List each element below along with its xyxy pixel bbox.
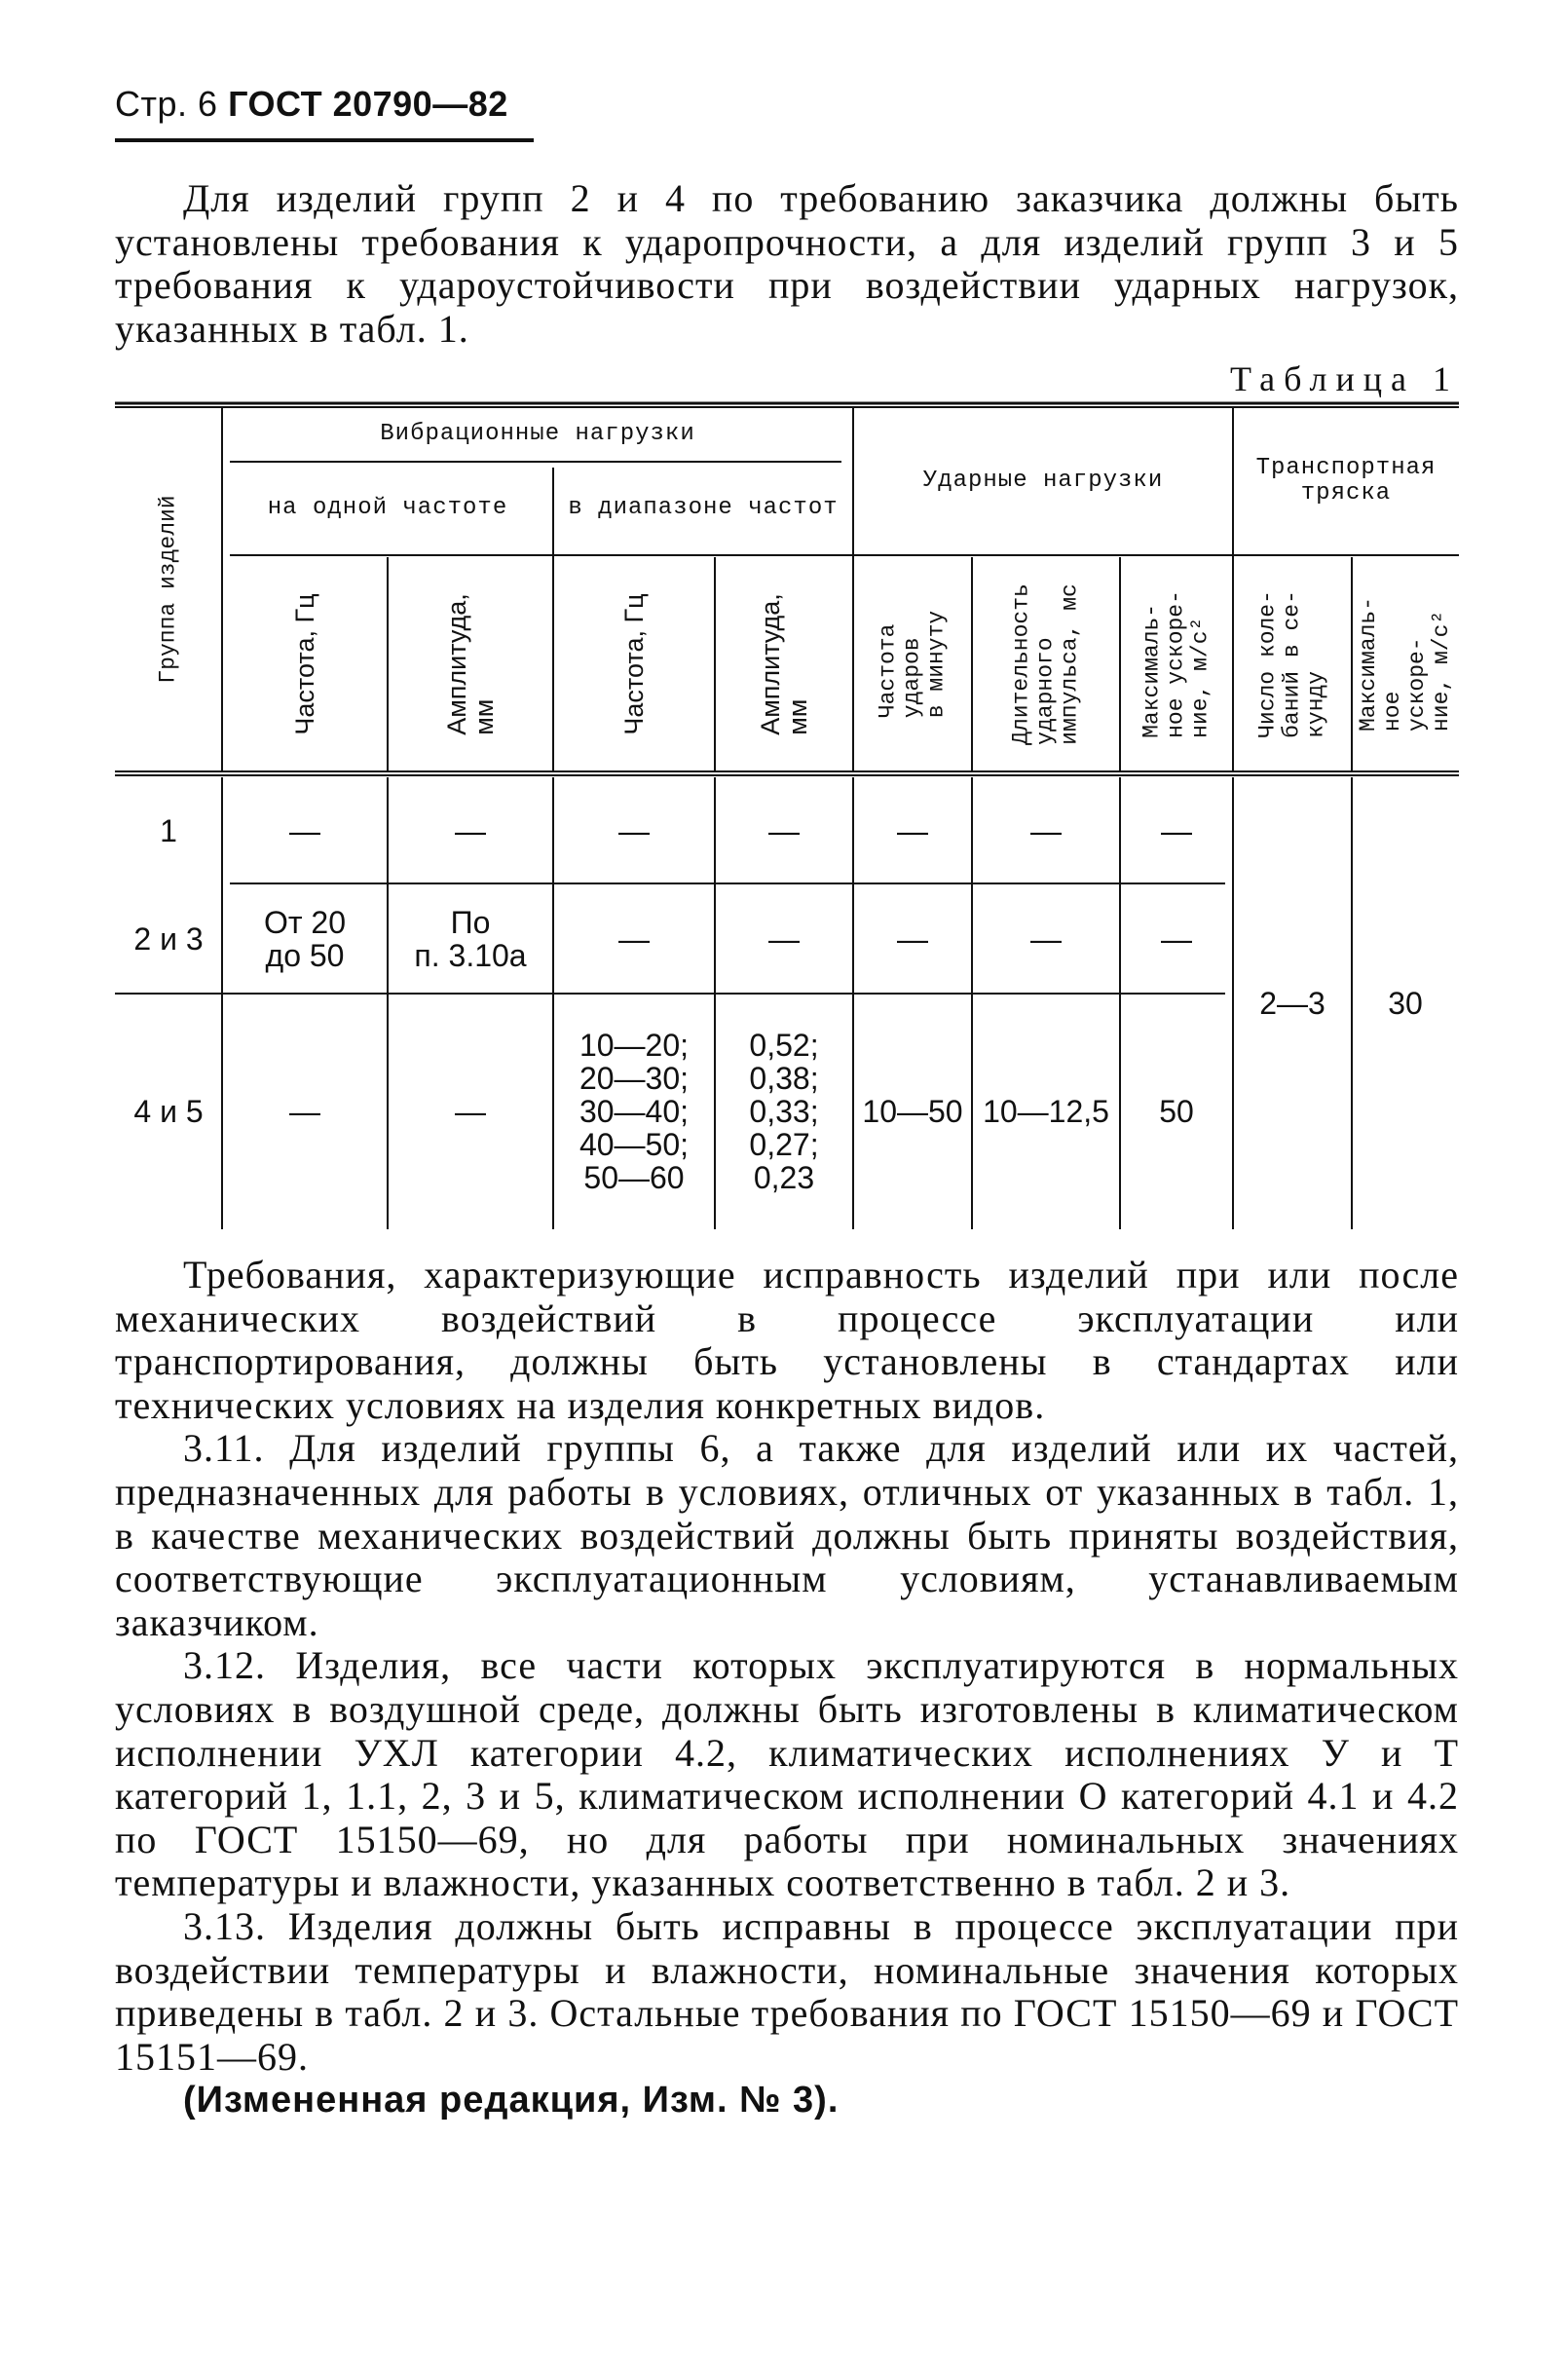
paragraph-3-11: 3.11. Для изделий группы 6, а также для изделий или их частей, предназначенных для работы в условиях, отличных от указанных в табл. 1, в качестве механических воздействий должны быть приняты воздействия, соответствующие эксплуатационным условиям, устанавливаемым заказчиком. bbox=[115, 1426, 1459, 1644]
table-cell: — bbox=[289, 812, 320, 848]
col-amplitude-single: Амплитуда, мм bbox=[442, 593, 499, 735]
table-cell: 10—50 bbox=[862, 1094, 963, 1129]
table-cell: — bbox=[1161, 920, 1192, 957]
table-cell: От 20 до 50 bbox=[263, 904, 347, 973]
table-cell: — bbox=[897, 920, 928, 957]
vibration-loads-header: Вибрационные нагрузки bbox=[380, 421, 695, 447]
table-cell: 10—20; 20—30; 30—40; 40—50; 50—60 bbox=[579, 1028, 690, 1195]
group-column-header: Группа изделий bbox=[155, 495, 181, 684]
paragraph-3-13: 3.13. Изделия должны быть исправны в процессе эксплуатации при воздействии температуры и влажности, номинальные значения которых приведены в табл. 2 и 3. Остальные требования по ГОСТ 15150—69 и ГОСТ 15151—69. bbox=[115, 1903, 1459, 2079]
table-cell: — bbox=[1030, 812, 1062, 848]
col-transport-count: Число коле- баний в се- кунду bbox=[1254, 590, 1329, 738]
table-cell: — bbox=[1161, 812, 1192, 848]
paragraph-requirements: Требования, характеризующие исправность изделий при или после механических воздействий в процессе эксплуатации или транспортирования, должны быть установлены в стандартах или технических условиях на изделия конкретных видов. bbox=[115, 1253, 1459, 1427]
table-1 bbox=[115, 401, 1459, 1239]
transport-shaking-header: Транспортная тряска bbox=[1255, 455, 1437, 507]
header-rule bbox=[115, 138, 534, 142]
table-cell: — bbox=[768, 920, 800, 957]
table-cell: По п. 3.10а bbox=[414, 904, 527, 973]
single-frequency-header: на одной частоте bbox=[267, 495, 508, 521]
table-cell: — bbox=[289, 1094, 320, 1129]
table-cell: — bbox=[455, 1094, 486, 1129]
table-cell: — bbox=[897, 812, 928, 848]
table-cell: — bbox=[618, 920, 650, 957]
table-cell: — bbox=[618, 812, 650, 848]
table-cell-group: 2 и 3 bbox=[133, 920, 204, 957]
col-frequency-single: Частота, Гц bbox=[290, 593, 319, 735]
col-shock-duration: Длительность ударного импульса, мс bbox=[1008, 583, 1083, 745]
table-cell-group: 4 и 5 bbox=[133, 1094, 204, 1129]
amendment-note: (Измененная редакция, Изм. № 3). bbox=[183, 2080, 840, 2122]
table-cell-group: 1 bbox=[160, 812, 177, 848]
frequency-range-header: в диапазоне частот bbox=[568, 495, 839, 521]
table-title: Таблица 1 bbox=[1230, 359, 1459, 398]
table-cell: 10—12,5 bbox=[983, 1094, 1109, 1129]
table-cell: — bbox=[1030, 920, 1062, 957]
table-cell: — bbox=[455, 812, 486, 848]
transport-acceleration-cell: 30 bbox=[1388, 986, 1423, 1021]
intro-text bbox=[115, 177, 1459, 351]
table-cell: — bbox=[768, 812, 800, 848]
transport-count-cell: 2—3 bbox=[1259, 986, 1325, 1021]
col-shock-rate: Частота ударов в минуту bbox=[875, 610, 950, 719]
table-cell: 0,52; 0,38; 0,33; 0,27; 0,23 bbox=[749, 1028, 819, 1195]
shock-loads-header: Ударные нагрузки bbox=[922, 468, 1164, 494]
col-shock-acceleration: Максималь- ное ускоре- ние, м/с² bbox=[1139, 590, 1213, 738]
page-header bbox=[115, 84, 534, 125]
page-label: Стр. 6 bbox=[115, 84, 218, 124]
intro-paragraph: Для изделий групп 2 и 4 по требованию заказчика должны быть установлены требования к ударопрочности, а для изделий групп 3 и 5 требования к удароустойчивости при воздействии ударных нагрузок, указанных в табл. 1. bbox=[115, 176, 1459, 351]
document-code: ГОСТ 20790—82 bbox=[228, 84, 508, 124]
col-transport-acceleration: Максималь- ное ускоре- ние, м/с² bbox=[1356, 596, 1454, 732]
paragraph-3-12: 3.12. Изделия, все части которых эксплуатируются в нормальных условиях в воздушной среде, должны быть изготовлены в климатическом исполнении УХЛ категории 4.2, климатических исполнениях У и Т категорий 1, 1.1, 2, 3 и 5, климатическом исполнении О категорий 4.1 и 4.2 по ГОСТ 15150—69, но для работы при номинальных значениях температуры и влажности, указанных соответственно в табл. 2 и 3. bbox=[115, 1643, 1459, 1905]
col-frequency-range: Частота, Гц bbox=[619, 593, 649, 735]
body-text bbox=[115, 1254, 1459, 2122]
table-cell: 50 bbox=[1159, 1094, 1194, 1129]
col-amplitude-range: Амплитуда, мм bbox=[756, 593, 812, 735]
